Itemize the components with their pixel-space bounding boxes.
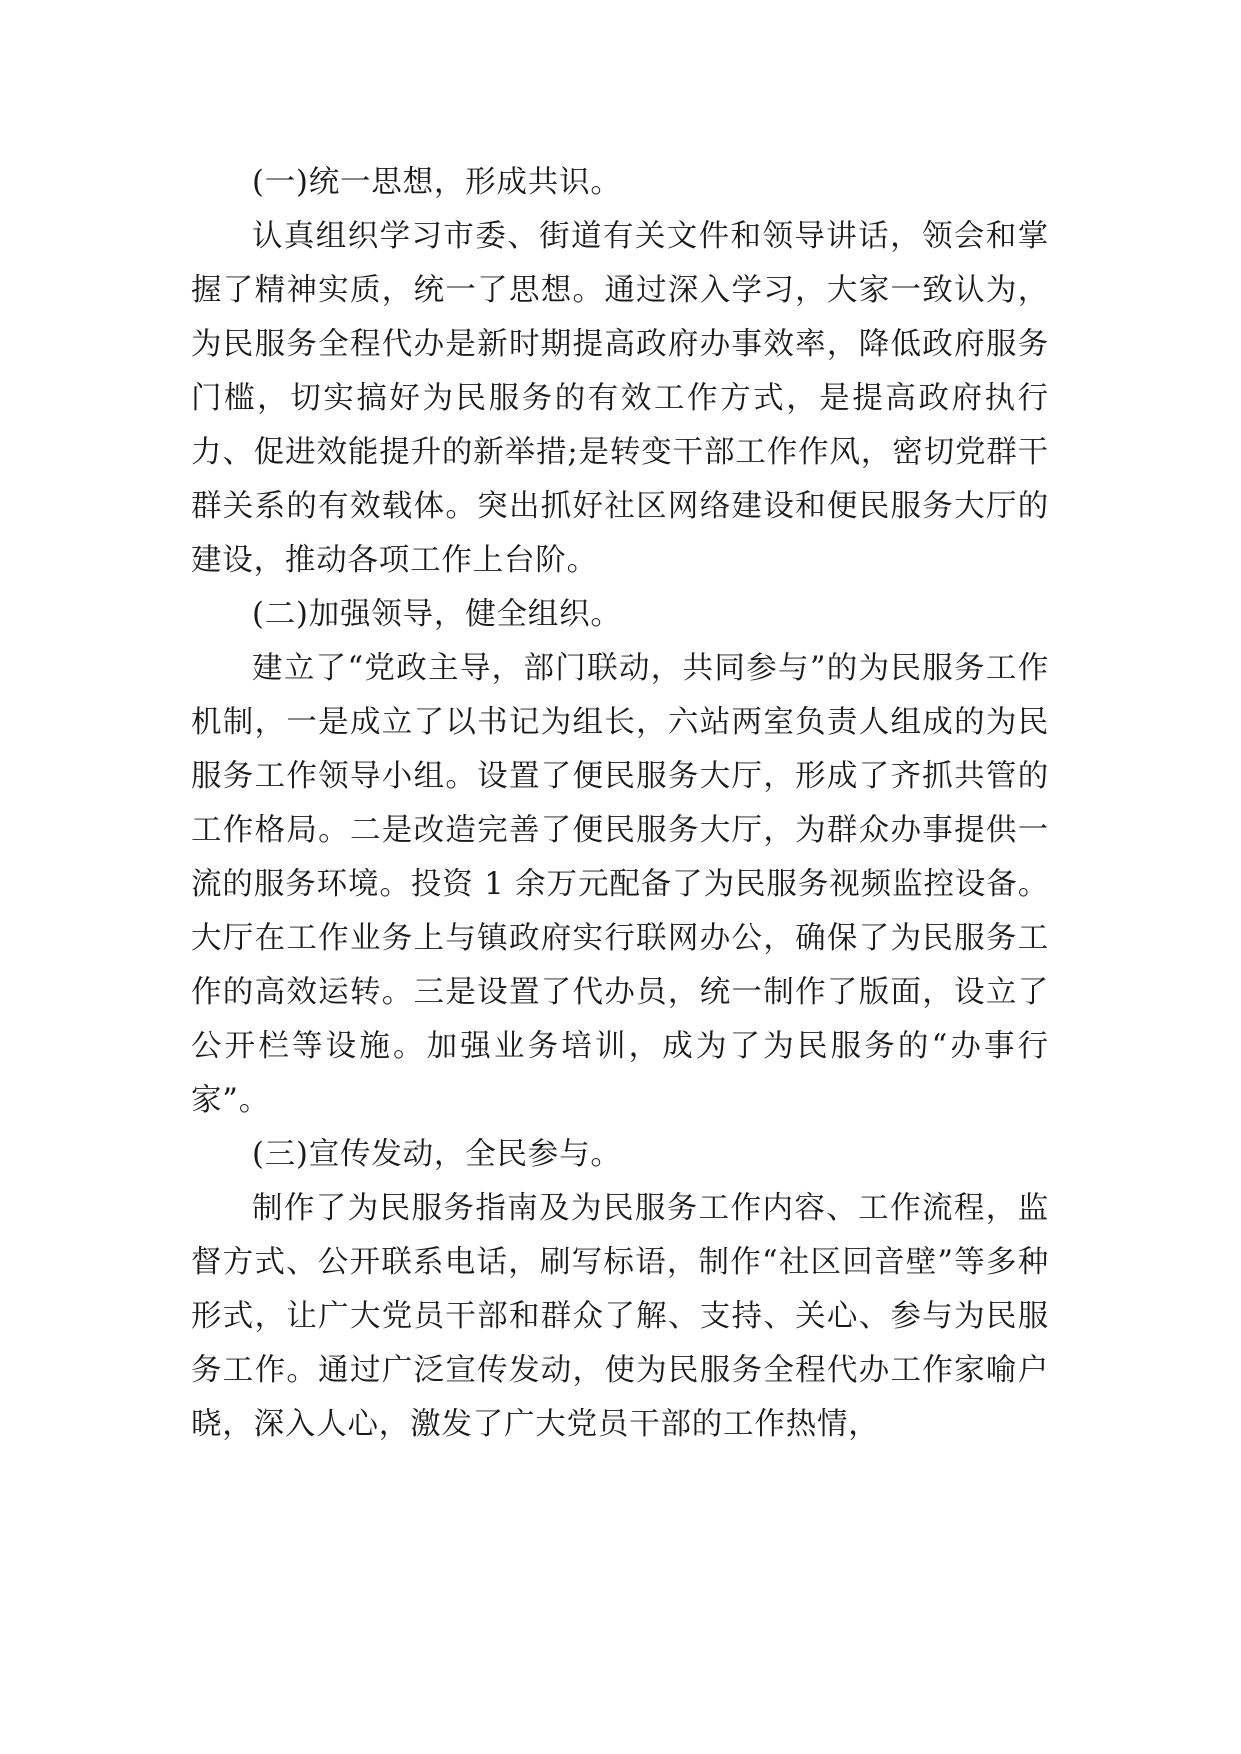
body-paragraph-2: 建立了“党政主导，部门联动，共同参与”的为民服务工作机制，一是成立了以书记为组长，六站两室负责人组成的为民服务工作领导小组。设置了便民服务大厅，形成了齐抓共管的工作格局。二是改造完善了便民服务大厅，为群众办事提供一流的服务环境。投资 1 余万元配备了为民服务视频监控设备。大厅在工作业务上与镇政府实行联网办公，确保了为民服务工作的高效运转。三是设置了代办员，统一制作了版面，设立了公开栏等设施。加强业务培训，成为了为民服务的“办事行家”。 — [191, 651, 1049, 1118]
section-heading-3: (三)宣传发动，全民参与。 — [252, 1137, 622, 1172]
section-heading-1: (一)统一思想，形成共识。 — [252, 165, 622, 200]
body-paragraph-3: 制作了为民服务指南及为民服务工作内容、工作流程，监督方式、公开联系电话，刷写标语，制作“社区回音壁”等多种形式，让广大党员干部和群众了解、支持、关心、参与为民服务工作。通过广泛宣传发动，使为民服务全程代办工作家喻户晓，深入人心，激发了广大党员干部的工作热情， — [191, 1191, 1049, 1442]
document-body — [191, 156, 1049, 1452]
section-heading-2: (二)加强领导，健全组织。 — [252, 597, 622, 632]
body-paragraph-1: 认真组织学习市委、街道有关文件和领导讲话，领会和掌握了精神实质，统一了思想。通过深入学习，大家一致认为，为民服务全程代办是新时期提高政府办事效率，降低政府服务门槛，切实搞好为民服务的有效工作方式，是提高政府执行力、促进效能提升的新举措;是转变干部工作作风，密切党群干群关系的有效载体。突出抓好社区网络建设和便民服务大厅的建设，推动各项工作上台阶。 — [191, 219, 1049, 578]
